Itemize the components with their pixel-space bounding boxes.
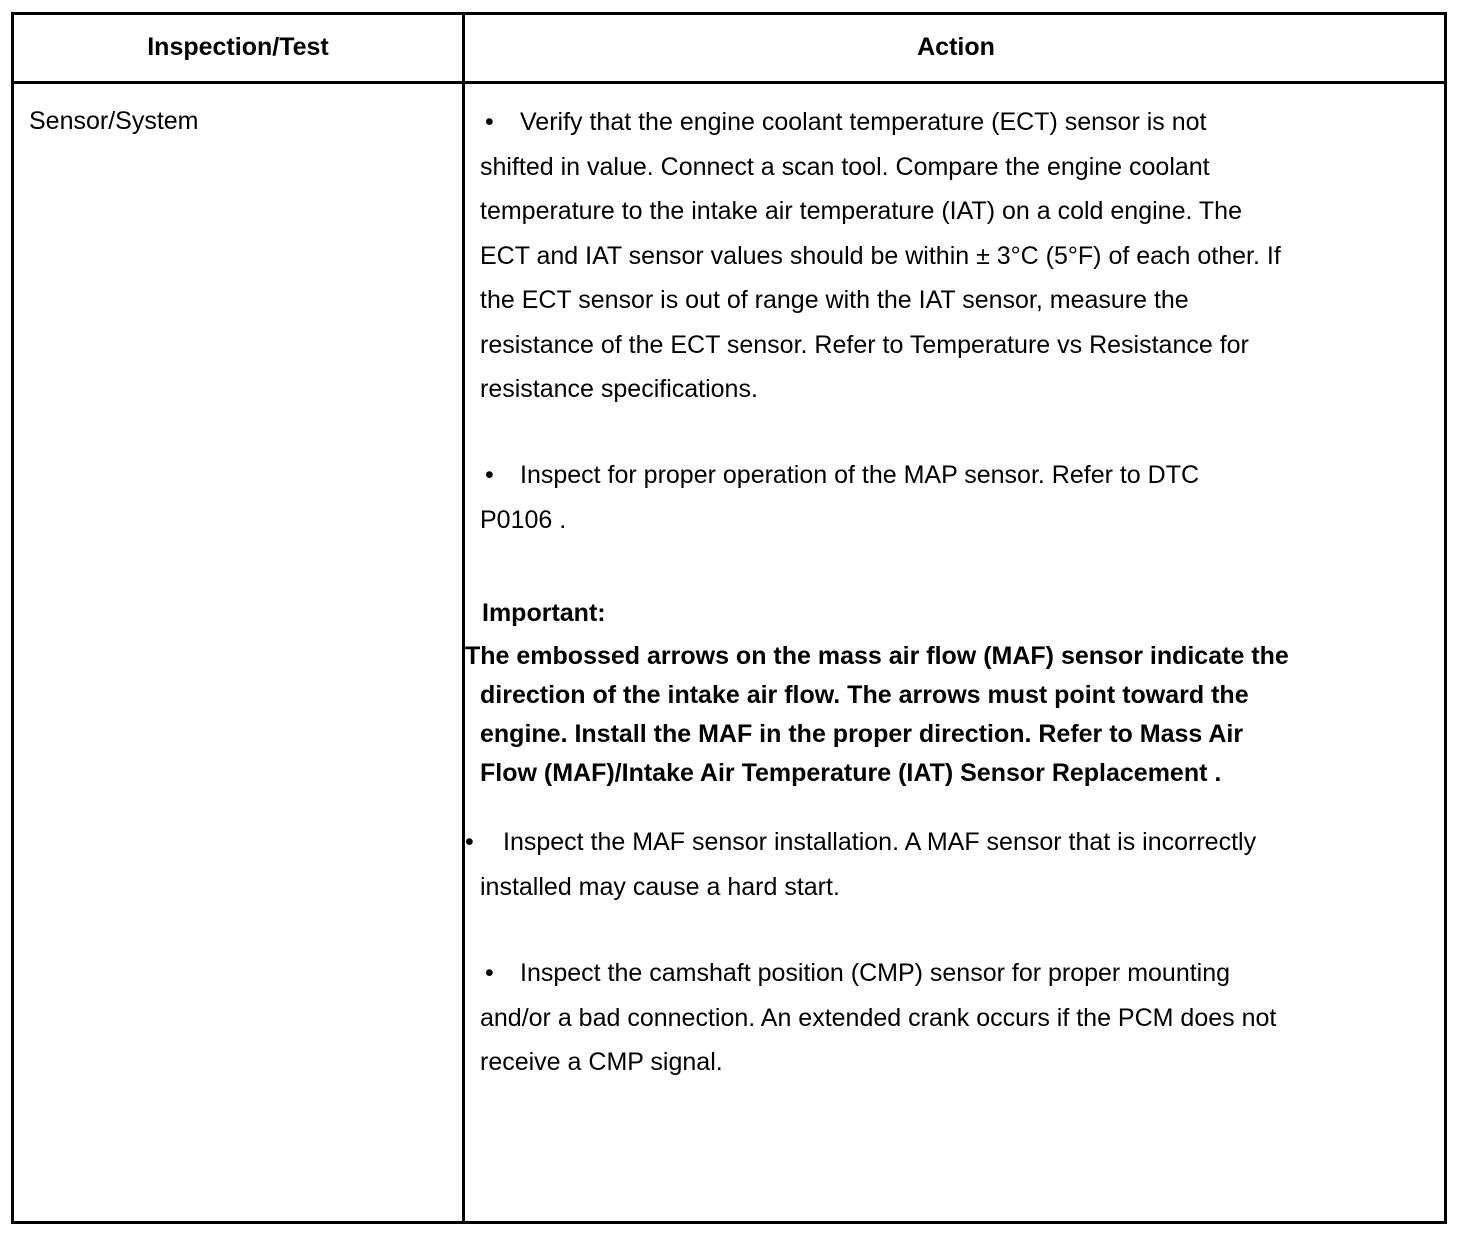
action-line: Inspect the camshaft position (CMP) sensor for proper mounting bbox=[520, 959, 1231, 987]
important-line: The embossed arrows on the mass air flow (MAF) sensor indicate the bbox=[465, 642, 1289, 670]
action-line: Verify that the engine coolant temperature (ECT) sensor is not bbox=[520, 108, 1207, 136]
action-line: and/or a bad connection. An extended crank occurs if the PCM does not bbox=[480, 1003, 1277, 1032]
action-line: receive a CMP signal. bbox=[480, 1048, 723, 1076]
important-label: Important: bbox=[482, 599, 606, 627]
action-line: shifted in value. Connect a scan tool. Compare the engine coolant bbox=[480, 152, 1210, 181]
column-divider bbox=[462, 15, 465, 1221]
action-line: installed may cause a hard start. bbox=[480, 872, 840, 901]
header-action: Action bbox=[917, 33, 995, 61]
bullet-icon: • bbox=[485, 108, 494, 136]
important-line: Flow (MAF)/Intake Air Temperature (IAT) Sensor Replacement . bbox=[480, 759, 1222, 787]
action-line: resistance of the ECT sensor. Refer to Temperature vs Resistance for bbox=[480, 330, 1249, 359]
action-line: Inspect the MAF sensor installation. A MAF sensor that is incorrectly bbox=[503, 828, 1257, 856]
action-line: P0106 . bbox=[480, 505, 567, 534]
action-line: resistance specifications. bbox=[480, 375, 758, 403]
action-item-cmp bbox=[480, 951, 1276, 1085]
important-note bbox=[465, 637, 1289, 793]
inspection-cell: Sensor/System bbox=[29, 107, 199, 135]
action-line: temperature to the intake air temperature (IAT) on a cold engine. The bbox=[480, 197, 1242, 225]
action-line: ECT and IAT sensor values should be within ± 3°C (5°F) of each other. If bbox=[480, 241, 1281, 270]
action-item-map bbox=[480, 453, 1199, 542]
bullet-icon: • bbox=[485, 959, 494, 987]
bullet-icon: • bbox=[485, 461, 494, 489]
inspection-table bbox=[11, 12, 1447, 1224]
bullet-icon: • bbox=[465, 828, 474, 856]
action-line: Inspect for proper operation of the MAP sensor. Refer to DTC bbox=[520, 461, 1200, 489]
header-divider bbox=[14, 81, 1444, 84]
header-inspection-test: Inspection/Test bbox=[147, 33, 329, 61]
important-line: engine. Install the MAF in the proper direction. Refer to Mass Air bbox=[480, 720, 1244, 748]
action-line: the ECT sensor is out of range with the IAT sensor, measure the bbox=[480, 286, 1189, 314]
important-line: direction of the intake air flow. The arrows must point toward the bbox=[480, 681, 1249, 709]
action-item-maf bbox=[465, 820, 1256, 909]
action-item-ect bbox=[480, 100, 1281, 412]
